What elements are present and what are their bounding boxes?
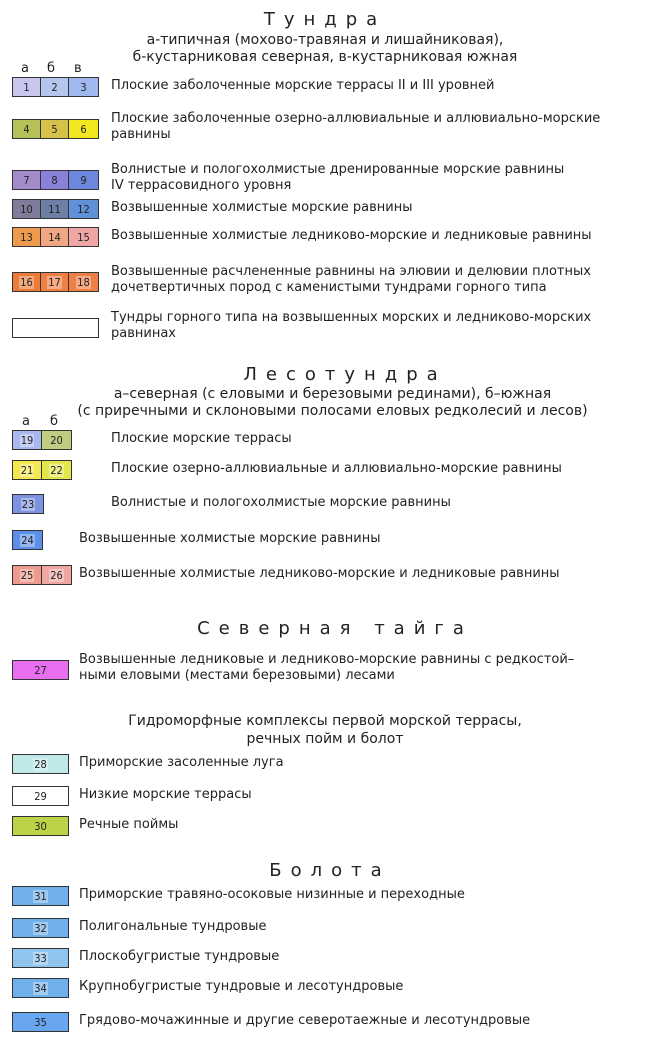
legend-swatch-number: 26: [50, 568, 63, 582]
legend-row: [0, 651, 650, 691]
legend-swatch-number: 28: [34, 757, 47, 771]
legend-description-line: ными еловыми (местами березовыми) лесами: [79, 668, 395, 683]
legend-swatch: [12, 199, 99, 219]
legend-swatch-cell: [13, 228, 41, 246]
legend-description-line: Плоские заболоченные морские террасы II и III уровней: [111, 78, 495, 93]
legend-swatch: [12, 660, 69, 680]
forest-tundra-subtitle-1: а–северная (с еловыми и березовыми рединами), б–южная: [113, 386, 552, 402]
legend-description: [111, 461, 562, 477]
legend-swatch: [12, 816, 69, 836]
legend-description: [79, 566, 560, 582]
legend-description-line: Полигональные тундровые: [79, 919, 267, 934]
legend-swatch-cell: [13, 661, 68, 679]
legend-swatch-number: 23: [21, 497, 35, 511]
legend-description-line: Возвышенные ледниковые и ледниково-морские равнины с редкостой–: [79, 652, 575, 667]
legend-description: [79, 887, 465, 903]
legend-description-line: Плоскобугристые тундровые: [79, 949, 280, 964]
legend-swatch: [12, 494, 44, 514]
legend-swatch-number: 34: [34, 981, 47, 995]
legend-swatch-number: 8: [51, 173, 58, 187]
legend-description-line: Плоские заболоченные озерно-аллювиальные и аллювиально-морские: [111, 111, 601, 126]
hydro-title-2: речных пойм и болот: [246, 731, 404, 747]
legend-description-line: Крупнобугристые тундровые и лесотундровые: [79, 979, 404, 994]
legend-swatch-number: 17: [48, 275, 61, 289]
legend-description-line: Плоские морские террасы: [111, 431, 292, 446]
legend-description-line: Речные поймы: [79, 817, 179, 832]
legend-swatch-cell: [13, 1013, 68, 1031]
legend-row: [0, 263, 650, 303]
tundra-title: Тундра: [263, 9, 387, 30]
legend-swatch-number: 3: [80, 80, 87, 94]
legend-swatch-number: 15: [77, 230, 90, 244]
forest-tundra-col-b: б: [50, 414, 59, 429]
legend-description: [79, 1013, 530, 1029]
legend-description-line: Грядово-мочажинные и другие северотаежные и лесотундровые: [79, 1013, 531, 1028]
legend-swatch-cell: [69, 273, 98, 291]
legend-swatch-number: 16: [20, 275, 33, 289]
tundra-col-a: а: [21, 61, 29, 76]
legend-swatch-number: 30: [34, 819, 47, 833]
legend-description-line: Возвышенные холмистые ледниково-морские и ледниковые равнины: [79, 566, 560, 581]
legend-swatch-number: 18: [77, 275, 90, 289]
legend-description: [79, 979, 403, 995]
north-taiga-title: Северная тайга: [197, 618, 473, 639]
legend-swatch-number: 24: [21, 533, 34, 547]
legend-row: [0, 494, 650, 534]
legend-description-line: равнины: [111, 127, 171, 142]
legend-description: [111, 78, 495, 94]
legend-swatch-number: 9: [80, 173, 87, 187]
tundra-col-b: б: [47, 61, 56, 76]
legend-swatch: [12, 227, 99, 247]
legend-swatch-cell: [13, 200, 41, 218]
legend-description: [111, 264, 591, 296]
legend-swatch-cell: [13, 120, 41, 138]
legend-swatch-cell: [41, 228, 69, 246]
legend-description-line: Волнистые и пологохолмистые дренированные морские равнины: [111, 162, 565, 177]
legend-description-line: Приморские травяно-осоковые низинные и переходные: [79, 887, 465, 902]
tundra-col-v: в: [74, 61, 82, 76]
legend-swatch-number: 10: [20, 202, 33, 216]
legend-description-line: Плоские озерно-аллювиальные и аллювиально-морские равнины: [111, 461, 562, 476]
legend-swatch-cell: [69, 200, 98, 218]
legend-swatch-number: 6: [80, 122, 87, 136]
legend-swatch-number: 20: [50, 433, 63, 447]
legend-swatch-number: 32: [34, 921, 47, 935]
legend-description: [79, 919, 266, 935]
legend-swatch: [12, 119, 99, 139]
legend-swatch-cell: [69, 78, 98, 96]
legend-swatch-cell: [13, 531, 42, 549]
legend-description: [111, 228, 592, 244]
legend-swatch-cell: [42, 566, 71, 584]
legend-swatch-cell: [69, 171, 98, 189]
legend-swatch: [12, 530, 43, 550]
legend-swatch-cell: [41, 120, 69, 138]
legend-swatch-cell: [13, 979, 68, 997]
legend-row: [0, 816, 650, 856]
legend-description: [79, 949, 279, 965]
legend-description-line: Волнистые и пологохолмистые морские равнины: [111, 495, 451, 510]
legend-swatch-cell: [13, 817, 68, 835]
legend-swatch-number: 19: [20, 433, 34, 447]
legend-swatch: [12, 918, 69, 938]
legend-swatch-cell: [13, 78, 41, 96]
legend-swatch-cell: [13, 787, 68, 805]
legend-swatch: [12, 272, 99, 292]
legend-description-line: равнинах: [111, 326, 176, 341]
legend-description: [111, 162, 564, 194]
legend-swatch-number: 21: [20, 463, 34, 477]
legend-swatch-cell: [13, 887, 68, 905]
legend-row: [0, 565, 650, 605]
legend-swatch-cell: [13, 319, 98, 337]
hydro-title-1: Гидроморфные комплексы первой морской террасы,: [128, 713, 522, 729]
legend-swatch-cell: [13, 171, 41, 189]
legend-description: [111, 310, 591, 342]
legend-swatch-cell: [13, 431, 42, 449]
legend-row: [0, 227, 650, 267]
legend-swatch: [12, 77, 99, 97]
legend-swatch-number: 35: [34, 1015, 47, 1029]
legend-description: [79, 755, 284, 771]
legend-swatch-number: 2: [51, 80, 58, 94]
legend-swatch: [12, 754, 69, 774]
legend-swatch: [12, 786, 69, 806]
legend-description-line: Низкие морские террасы: [79, 787, 252, 802]
legend-description-line: Возвышенные расчлененные равнины на элювии и делювии плотных: [111, 264, 591, 279]
legend-swatch-number: 11: [48, 202, 61, 216]
legend-swatch-number: 7: [23, 173, 30, 187]
legend-row: [0, 161, 650, 201]
legend-swatch-number: 31: [34, 889, 47, 903]
legend-description-line: Тундры горного типа на возвышенных морских и ледниково-морских: [111, 310, 592, 325]
legend-description-line: Возвышенные холмистые морские равнины: [111, 200, 413, 215]
legend-description-line: дочетвертичных пород с каменистыми тундрами горного типа: [111, 280, 547, 295]
legend-description: [111, 431, 292, 447]
legend-description-line: IV террасовидного уровня: [111, 178, 292, 193]
legend-swatch-number: 1: [23, 80, 30, 94]
legend-description-line: Приморские засоленные луга: [79, 755, 284, 770]
legend-swatch-number: 27: [34, 663, 47, 677]
legend-swatch-number: 29: [34, 789, 47, 803]
forest-tundra-title: Лесотундра: [243, 364, 447, 385]
tundra-subtitle-2: б-кустарниковая северная, в-кустарниковая южная: [132, 49, 518, 65]
legend-swatch-number: 25: [20, 568, 34, 582]
legend-swatch-cell: [13, 566, 42, 584]
forest-tundra-col-a: а: [22, 414, 30, 429]
legend-swatch-number: 22: [50, 463, 63, 477]
legend-swatch-number: 33: [34, 951, 47, 965]
legend-description: [79, 531, 381, 547]
legend-swatch-cell: [41, 78, 69, 96]
legend-swatch-number: 14: [48, 230, 61, 244]
legend-swatch-cell: [69, 120, 98, 138]
legend-swatch-cell: [13, 949, 68, 967]
legend-swatch-number: 13: [20, 230, 33, 244]
legend-description-line: Возвышенные холмистые ледниково-морские и ледниковые равнины: [111, 228, 592, 243]
tundra-subtitle-1: а-типичная (мохово-травяная и лишайниковая),: [146, 32, 504, 48]
legend-row: [0, 1012, 650, 1052]
legend-description: [79, 817, 178, 833]
legend-description-line: Возвышенные холмистые морские равнины: [79, 531, 381, 546]
legend-swatch-cell: [13, 495, 43, 513]
legend-swatch: [12, 1012, 69, 1032]
legend-swatch: [12, 318, 99, 338]
legend-swatch-cell: [13, 273, 41, 291]
legend-swatch-cell: [13, 755, 68, 773]
legend-row: [0, 530, 650, 570]
legend-swatch-number: 5: [51, 122, 58, 136]
legend-swatch: [12, 886, 69, 906]
legend-swatch: [12, 430, 72, 450]
forest-tundra-subtitle-2: (с приречными и склоновыми полосами еловых редколесий и лесов): [77, 403, 588, 419]
legend-description: [111, 200, 413, 216]
legend-description: [111, 111, 600, 143]
legend-swatch-number: 12: [77, 202, 90, 216]
legend-description: [79, 787, 252, 803]
legend-swatch-cell: [13, 919, 68, 937]
legend-swatch-cell: [41, 273, 69, 291]
bogs-title: Болота: [269, 860, 391, 881]
legend-swatch-cell: [42, 431, 71, 449]
legend-swatch-cell: [69, 228, 98, 246]
legend-swatch-number: 4: [23, 122, 30, 136]
legend-description: [79, 652, 574, 684]
legend-description: [111, 495, 451, 511]
legend-swatch-cell: [41, 200, 69, 218]
legend-swatch-cell: [13, 461, 42, 479]
legend-swatch: [12, 978, 69, 998]
legend-swatch: [12, 565, 72, 585]
legend-row: [0, 110, 650, 150]
legend-swatch-cell: [42, 461, 71, 479]
legend-swatch: [12, 170, 99, 190]
legend-row: [0, 309, 650, 349]
legend-swatch-cell: [41, 171, 69, 189]
legend-swatch: [12, 948, 69, 968]
legend-swatch: [12, 460, 72, 480]
